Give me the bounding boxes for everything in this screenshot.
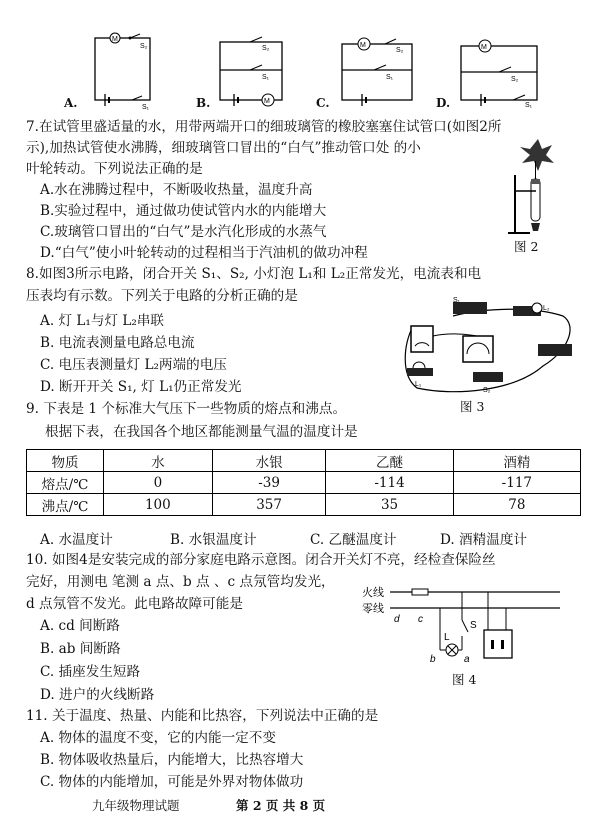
switch-label: S: [470, 620, 477, 631]
table-cell: 沸点/℃: [27, 494, 104, 516]
table-row: [27, 494, 581, 516]
circuit-option-c: [330, 30, 430, 110]
table-header-cell: 乙醚: [326, 450, 453, 472]
figure-2-test-tube-apparatus: [500, 135, 580, 235]
point-a-label: a: [464, 654, 470, 665]
circuit-option-b: [200, 30, 300, 110]
table-cell: 78: [453, 494, 580, 516]
q8-option-c: C. 电压表测量灯 L₂两端的电压: [40, 357, 227, 373]
q9-option-c: C. 乙醚温度计: [310, 532, 397, 548]
q7-stem-line1: 7.在试管里盛适量的水，用带两端开口的细玻璃管的橡胶塞塞住试管口(如图2所: [26, 119, 502, 135]
svg-text:S₂: S₂: [396, 47, 404, 54]
q7-option-a: A.水在沸腾过程中，不断吸收热量，温度升高: [40, 182, 313, 198]
circuit-label-d: D.: [436, 96, 451, 110]
q10-option-b: B. ab 间断路: [40, 641, 121, 657]
figure-3-circuit-photo: [393, 296, 583, 396]
table-cell: -117: [453, 472, 580, 494]
q11-stem-line1: 11. 关于温度、热量、内能和比热容，下列说法中正确的是: [26, 708, 379, 724]
q9-stem-line2: 根据下表，在我国各个地区都能测量气温的温度计是: [45, 424, 358, 440]
svg-text:M: M: [360, 42, 366, 49]
point-c-label: c: [418, 614, 423, 625]
svg-text:L₂: L₂: [543, 305, 550, 312]
q9-option-b: B. 水银温度计: [170, 532, 257, 548]
point-d-label: d: [394, 614, 400, 625]
svg-text:S₁: S₁: [453, 297, 461, 304]
q10-option-c: C. 插座发生短路: [40, 664, 141, 680]
table-cell: 0: [104, 472, 213, 494]
table-header-cell: 水银: [212, 450, 326, 472]
q11-option-a: A. 物体的温度不变，它的内能一定不变: [40, 730, 276, 746]
table-cell: 35: [326, 494, 453, 516]
q8-stem-line1: 8.如图3所示电路，闭合开关 S₁、S₂, 小灯泡 L₁和 L₂正常发光，电流表和电: [26, 266, 482, 282]
svg-text:S₁: S₁: [142, 104, 150, 110]
table-header-cell: 酒精: [453, 450, 580, 472]
table-cell: 熔点/℃: [27, 472, 104, 494]
q8-option-a: A. 灯 L₁与灯 L₂串联: [40, 313, 165, 329]
svg-text:S₂: S₂: [511, 76, 519, 83]
q8-option-b: B. 电流表测量电路总电流: [40, 335, 195, 351]
q7-stem-line3: 叶轮转动。下列说法正确的是: [26, 161, 203, 177]
circuit-option-d: [455, 30, 555, 110]
q8-option-d: D. 断开开关 S₁, 灯 L₁仍正常发光: [40, 379, 242, 395]
svg-text:S₂: S₂: [262, 45, 270, 52]
svg-text:M: M: [112, 36, 118, 43]
figure-3-caption: 图 3: [460, 399, 485, 414]
footer-page-number: 第 2 页 共 8 页: [236, 798, 326, 813]
svg-text:M: M: [481, 44, 487, 51]
table-header-cell: 物质: [27, 450, 104, 472]
table-cell: -39: [212, 472, 326, 494]
q10-stem-line1: 10. 如图4是安装完成的部分家庭电路示意图。闭合开关灯不亮，经检查保险丝: [26, 552, 496, 568]
footer-title: 九年级物理试题: [92, 798, 180, 813]
q11-option-b: B. 物体吸收热量后，内能增大，比热容增大: [40, 752, 304, 768]
table-cell: 100: [104, 494, 213, 516]
svg-text:S₁: S₁: [525, 102, 533, 109]
svg-text:M: M: [264, 98, 270, 105]
svg-text:L₁: L₁: [415, 381, 422, 388]
live-wire-label: 火线: [362, 587, 384, 599]
q10-option-d: D. 进户的火线断路: [40, 687, 155, 703]
q7-option-c: C.玻璃管口冒出的“白气”是水汽化形成的水蒸气: [40, 224, 327, 240]
figure-4-caption: 图 4: [452, 672, 477, 687]
figure-2-caption: 图 2: [514, 239, 539, 254]
circuit-label-a: A.: [64, 96, 78, 110]
q8-stem-line2: 压表均有示数。下列关于电路的分析正确的是: [26, 288, 298, 304]
table-header-row: [27, 450, 581, 472]
lamp-label: L: [444, 632, 450, 643]
figure-4-home-circuit: [360, 580, 570, 675]
q10-option-a: A. cd 间断路: [40, 618, 120, 634]
table-cell: -114: [326, 472, 453, 494]
q10-stem-line2: 完好，用测电 笔测 a 点、b 点 、c 点氖管均发光，: [26, 574, 335, 590]
table-cell: 357: [212, 494, 326, 516]
svg-text:S₁: S₁: [386, 74, 394, 81]
q7-stem-line2: 示),加热试管使水沸腾，细玻璃管口冒出的“白气”推动管口处 的小: [26, 140, 421, 156]
q11-option-c: C. 物体的内能增加，可能是外界对物体做功: [40, 774, 304, 790]
q7-option-d: D.“白气”使小叶轮转动的过程相当于汽油机的做功冲程: [40, 245, 368, 261]
svg-text:S₂: S₂: [140, 43, 148, 50]
q9-option-a: A. 水温度计: [40, 532, 113, 548]
q7-option-b: B.实验过程中，通过做功使试管内水的内能增大: [40, 203, 327, 219]
circuit-label-c: C.: [316, 96, 330, 110]
table-header-cell: 水: [104, 450, 213, 472]
melting-boiling-table: [26, 449, 581, 516]
point-b-label: b: [430, 654, 436, 665]
circuit-label-b: B.: [196, 96, 211, 110]
svg-text:S₁: S₁: [262, 74, 270, 81]
q9-stem-line1: 9. 下表是 1 个标准大气压下一些物质的熔点和沸点。: [26, 401, 347, 417]
q10-stem-line3: d 点氖管不发光。此电路故障可能是: [26, 596, 243, 612]
svg-text:S₂: S₂: [483, 387, 491, 394]
q9-option-d: D. 酒精温度计: [440, 532, 528, 548]
table-row: [27, 472, 581, 494]
neutral-wire-label: 零线: [362, 603, 384, 615]
